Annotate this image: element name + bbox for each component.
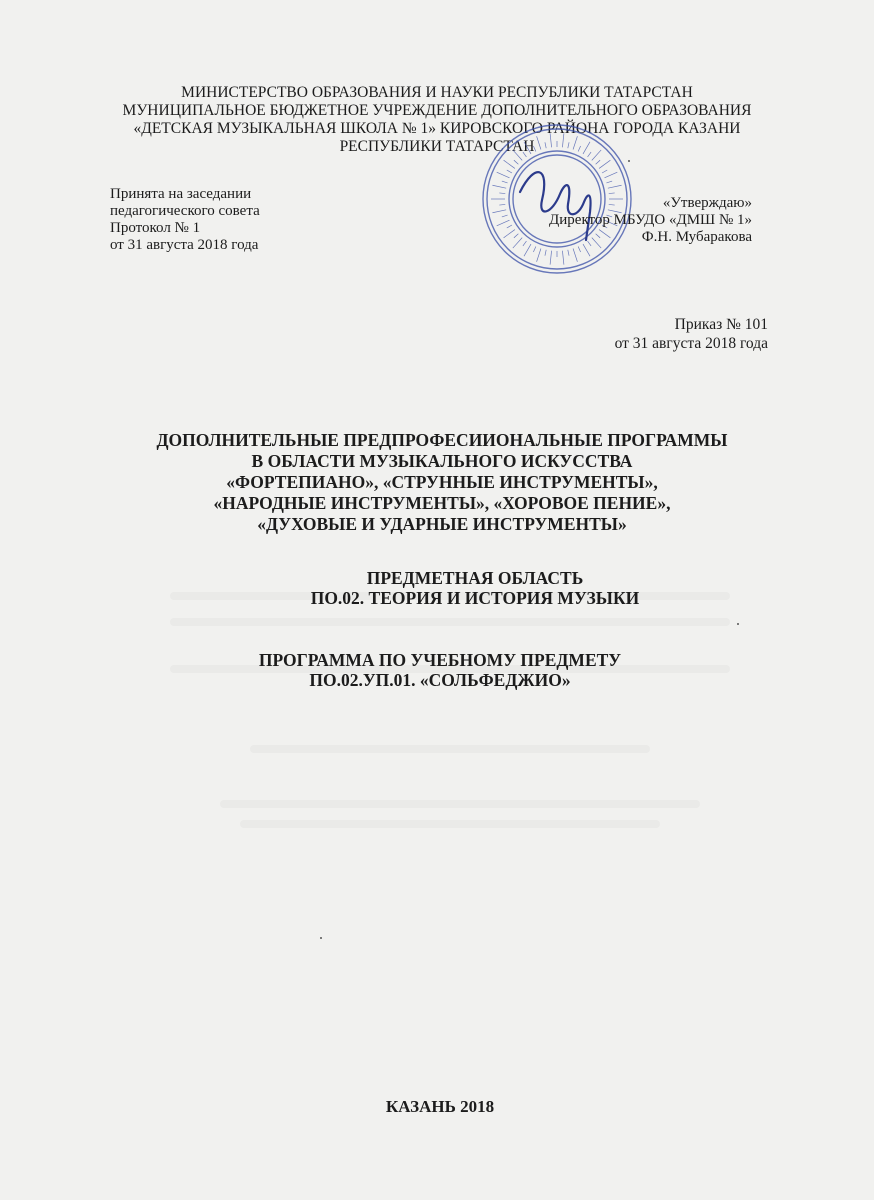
stamp-glyph-mark: [568, 142, 569, 148]
stamp-glyph-mark: [513, 238, 522, 248]
stamp-glyph-mark: [537, 248, 541, 261]
acceptance-line: педагогического совета: [110, 203, 260, 219]
stamp-glyph-mark: [523, 152, 527, 157]
subject-program-title: [200, 650, 680, 690]
programs-title: [70, 430, 814, 535]
stamp-glyph-mark: [609, 193, 615, 194]
subject-area: [250, 568, 700, 608]
bleed-through-line: [240, 820, 660, 828]
stamp-glyph-mark: [504, 230, 515, 238]
stamp-glyph-mark: [533, 146, 535, 151]
bleed-through-line: [220, 800, 700, 808]
stamp-glyph-mark: [545, 142, 546, 148]
area-line: ПО.02. ТЕОРИЯ И ИСТОРИЯ МУЗЫКИ: [310, 588, 640, 608]
programs-line: В ОБЛАСТИ МУЗЫКАЛЬНОГО ИСКУССТВА: [251, 451, 633, 471]
header-line: МИНИСТЕРСТВО ОБРАЗОВАНИЯ И НАУКИ РЕСПУБЛИКИ ТАТАРСТАН: [181, 84, 693, 101]
subject-line: ПРОГРАММА ПО УЧЕБНОМУ ПРЕДМЕТУ: [258, 650, 622, 670]
stamp-glyph-mark: [524, 142, 531, 154]
stamp-glyph-mark: [592, 150, 601, 160]
stamp-glyph-mark: [602, 170, 607, 173]
stamp-glyph-mark: [514, 160, 518, 164]
acceptance-line: от 31 августа 2018 года: [110, 237, 259, 253]
stamp-glyph-mark: [507, 225, 512, 228]
header-line: МУНИЦИПАЛЬНОЕ БЮДЖЕТНОЕ УЧРЕЖДЕНИЕ ДОПОЛНИТЕЛЬНОГО ОБРАЗОВАНИЯ: [122, 102, 752, 119]
stamp-glyph-mark: [588, 152, 592, 157]
order-block: [615, 315, 768, 353]
paper-speck: [320, 937, 322, 939]
approval-line: Директор МБУДО «ДМШ № 1»: [549, 212, 752, 228]
header-line: РЕСПУБЛИКИ ТАТАРСТАН: [339, 138, 535, 155]
bleed-through-line: [170, 618, 730, 626]
area-line: ПРЕДМЕТНАЯ ОБЛАСТЬ: [366, 568, 584, 588]
programs-line: «НАРОДНЫЕ ИНСТРУМЕНТЫ», «ХОРОВОЕ ПЕНИЕ»,: [213, 493, 671, 513]
approval-line: Ф.Н. Мубаракова: [641, 229, 752, 245]
paper-speck: [628, 160, 630, 162]
stamp-glyph-mark: [583, 142, 590, 154]
stamp-glyph-mark: [608, 185, 622, 188]
paper-speck: [737, 623, 739, 625]
stamp-glyph-mark: [499, 204, 505, 205]
stamp-glyph-mark: [492, 210, 506, 213]
city-year: КАЗАНЬ 2018: [385, 1097, 495, 1116]
stamp-glyph-mark: [606, 181, 612, 183]
stamp-glyph-mark: [504, 160, 515, 168]
subject-line: ПО.02.УП.01. «СОЛЬФЕДЖИО»: [309, 670, 571, 690]
stamp-glyph-mark: [596, 160, 600, 164]
stamp-glyph-mark: [605, 172, 618, 178]
stamp-glyph-mark: [562, 251, 563, 265]
stamp-glyph-mark: [537, 136, 541, 149]
stamp-glyph-mark: [499, 193, 505, 194]
header-line: «ДЕТСКАЯ МУЗЫКАЛЬНАЯ ШКОЛА № 1» КИРОВСКОГО РАЙОНА ГОРОДА КАЗАНИ: [133, 120, 741, 137]
institution-header: [60, 84, 814, 156]
acceptance-line: Принята на заседании: [110, 186, 252, 202]
stamp-glyph-mark: [514, 234, 518, 238]
acceptance-block: [110, 186, 260, 254]
stamp-glyph-mark: [497, 172, 510, 178]
stamp-glyph-mark: [578, 247, 580, 252]
stamp-glyph-mark: [545, 250, 546, 256]
stamp-glyph-mark: [502, 215, 508, 217]
stamp-glyph-mark: [533, 247, 535, 252]
acceptance-line: Протокол № 1: [110, 220, 201, 236]
bleed-through-line: [250, 745, 650, 753]
programs-line: ДОПОЛНИТЕЛЬНЫЕ ПРЕДПРОФЕСИИОНАЛЬНЫЕ ПРОГРАММЫ: [156, 430, 728, 450]
approval-block: [522, 195, 752, 246]
approval-line: «Утверждаю»: [662, 195, 752, 211]
stamp-glyph-mark: [573, 248, 577, 261]
programs-line: «ДУХОВЫЕ И УДАРНЫЕ ИНСТРУМЕНТЫ»: [257, 514, 627, 534]
stamp-glyph-mark: [562, 133, 563, 147]
stamp-glyph-mark: [507, 170, 512, 173]
stamp-glyph-mark: [573, 136, 577, 149]
stamp-glyph-mark: [568, 250, 569, 256]
stamp-glyph-mark: [599, 160, 610, 168]
stamp-glyph-mark: [492, 185, 506, 188]
stamp-glyph-mark: [578, 146, 580, 151]
stamp-glyph-mark: [550, 133, 551, 147]
order-date: от 31 августа 2018 года: [614, 335, 768, 352]
stamp-glyph-mark: [502, 181, 508, 183]
programs-line: «ФОРТЕПИАНО», «СТРУННЫЕ ИНСТРУМЕНТЫ»,: [226, 472, 658, 492]
order-number: Приказ № 101: [674, 316, 768, 333]
stamp-glyph-mark: [550, 251, 551, 265]
stamp-glyph-mark: [497, 220, 510, 226]
stamp-glyph-mark: [513, 150, 522, 160]
